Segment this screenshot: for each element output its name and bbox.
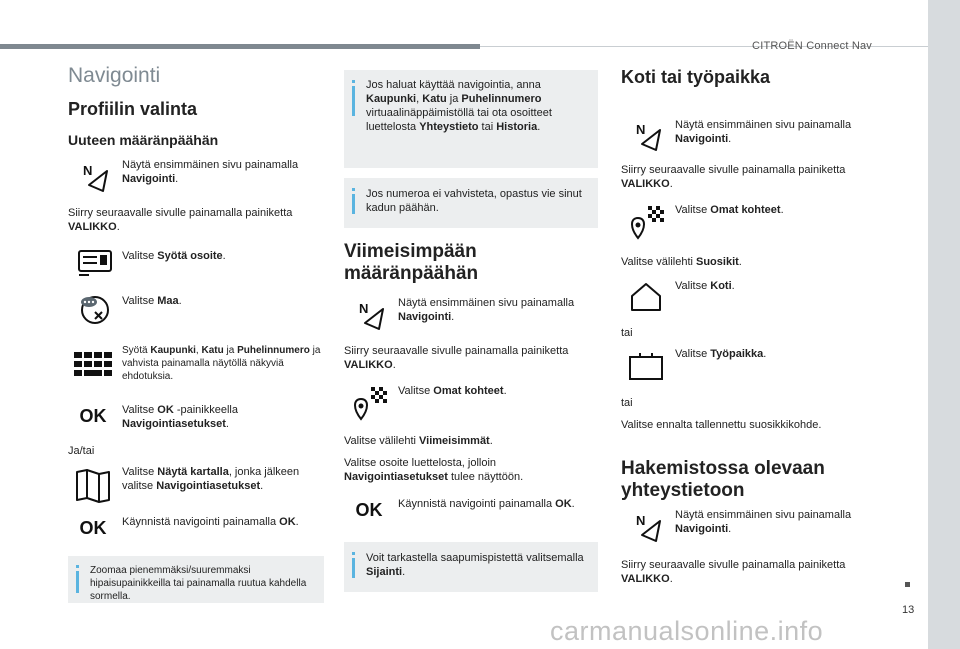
svg-text:N: N [636,513,646,528]
work-icon [623,346,669,386]
text-menu-instruction: Siirry seuraavalle sivulle painamalla painiketta VALIKKO. [621,164,846,190]
step-start-navigation: Käynnistä navigointi painamalla OK. [122,516,299,528]
text-select-favorite: Valitse ennalta tallennettu suosikkikohde. [621,419,822,431]
step-show-navigation: Näytä ensimmäinen sivu painamalla Navigointi. [398,297,575,323]
step-show-navigation: Näytä ensimmäinen sivu painamalla Navigointi. [122,159,299,185]
text-and-or: Ja/tai [68,445,95,457]
header-bar [0,44,480,49]
subheading-new-destination: Uuteen määränpäähän [68,132,219,148]
section-title: Navigointi [68,64,161,87]
text-menu-instruction: Siirry seuraavalle sivulle painamalla painiketta VALIKKO. [68,207,293,233]
navigation-icon [623,508,669,548]
step-enter-address: Valitse Syötä osoite. [122,250,226,262]
heading-contact: Hakemistossa olevaan yhteystietoon [621,458,825,501]
step-my-destinations: Valitse Omat kohteet. [675,204,784,216]
note-text: Jos numeroa ei vahvisteta, opastus vie sinut kadun päähän. [366,188,582,214]
svg-text:N: N [636,122,646,137]
note-text: Zoomaa pienemmäksi/suuremmaksi hipaisupainikkeilla tai painamalla ruutua kahdella sormella. [90,565,307,602]
text-menu-instruction: Siirry seuraavalle sivulle painamalla painiketta VALIKKO. [344,345,569,371]
note-arrival [344,542,598,592]
text-select-address: Valitse osoite luettelosta, jolloin Navigointiasetukset tulee näyttöön. [344,457,524,483]
navigation-icon [70,158,116,198]
step-start-navigation: Käynnistä navigointi painamalla OK. [398,498,575,510]
step-select-work: Valitse Työpaikka. [675,348,767,360]
ok-icon: OK [79,405,107,426]
page-marker [905,582,910,587]
info-icon [352,188,355,191]
text-select-favorites: Valitse välilehti Suosikit. [621,256,742,268]
ok-icon: OK [355,499,383,520]
my-destinations-icon [346,384,392,424]
navigation-icon [623,117,669,157]
text-or: tai [621,397,633,409]
heading-home-work: Koti tai työpaikka [621,67,771,87]
note-input-info [344,70,598,168]
info-bar [352,86,355,116]
brand-label: CITROËN Connect Nav [752,40,872,52]
heading-profile: Profiilin valinta [68,99,198,119]
svg-text:N: N [359,301,369,316]
info-icon [352,80,355,83]
info-bar [352,194,355,214]
note-text: Jos haluat käyttää navigointia, anna Kaupunki, Katu ja Puhelinnumero virtuaalinäppäimistöllä tai ota osoitteet luettelosta Yhteystieto tai Historia. [366,79,552,133]
info-bar [76,571,79,593]
side-strip [928,0,960,649]
heading-recent-destination: Viimeisimpään määränpäähän [344,241,479,284]
step-select-country: Valitse Maa. [122,295,182,307]
keyboard-icon [70,344,116,384]
info-icon [76,565,79,568]
note-zoom [68,556,324,603]
country-icon [72,290,118,330]
step-my-destinations: Valitse Omat kohteet. [398,385,507,397]
enter-address-icon [72,244,118,284]
step-show-navigation: Näytä ensimmäinen sivu painamalla Navigointi. [675,509,852,535]
navigation-icon [346,296,392,336]
text-select-tab: Valitse välilehti Viimeisimmät. [344,435,493,447]
svg-text:N: N [83,163,93,178]
step-select-home: Valitse Koti. [675,280,735,292]
text-menu-instruction: Siirry seuraavalle sivulle painamalla painiketta VALIKKO. [621,559,846,585]
step-show-on-map: Valitse Näytä kartalla, jonka jälkeen valitse Navigointiasetukset. [122,466,300,492]
ok-icon: OK [79,517,107,538]
my-destinations-icon [623,203,669,243]
step-ok-settings: Valitse OK -painikkeella Navigointiasetukset. [122,404,238,430]
text-or: tai [621,327,633,339]
map-icon [70,466,116,506]
info-bar [352,558,355,578]
watermark: carmanualsonline.info [550,616,824,646]
home-icon [623,277,669,317]
page-number: 13 [902,604,915,616]
info-icon [352,552,355,555]
step-show-navigation: Näytä ensimmäinen sivu painamalla Navigointi. [675,119,852,145]
note-number-info [344,178,598,228]
note-text: Voit tarkastella saapumispistettä valitsemalla Sijainti. [366,552,584,578]
step-enter-details: Syötä Kaupunki, Katu ja Puhelinnumero ja vahvista painamalla näytöllä näkyviä ehdotuksia. [122,345,321,382]
